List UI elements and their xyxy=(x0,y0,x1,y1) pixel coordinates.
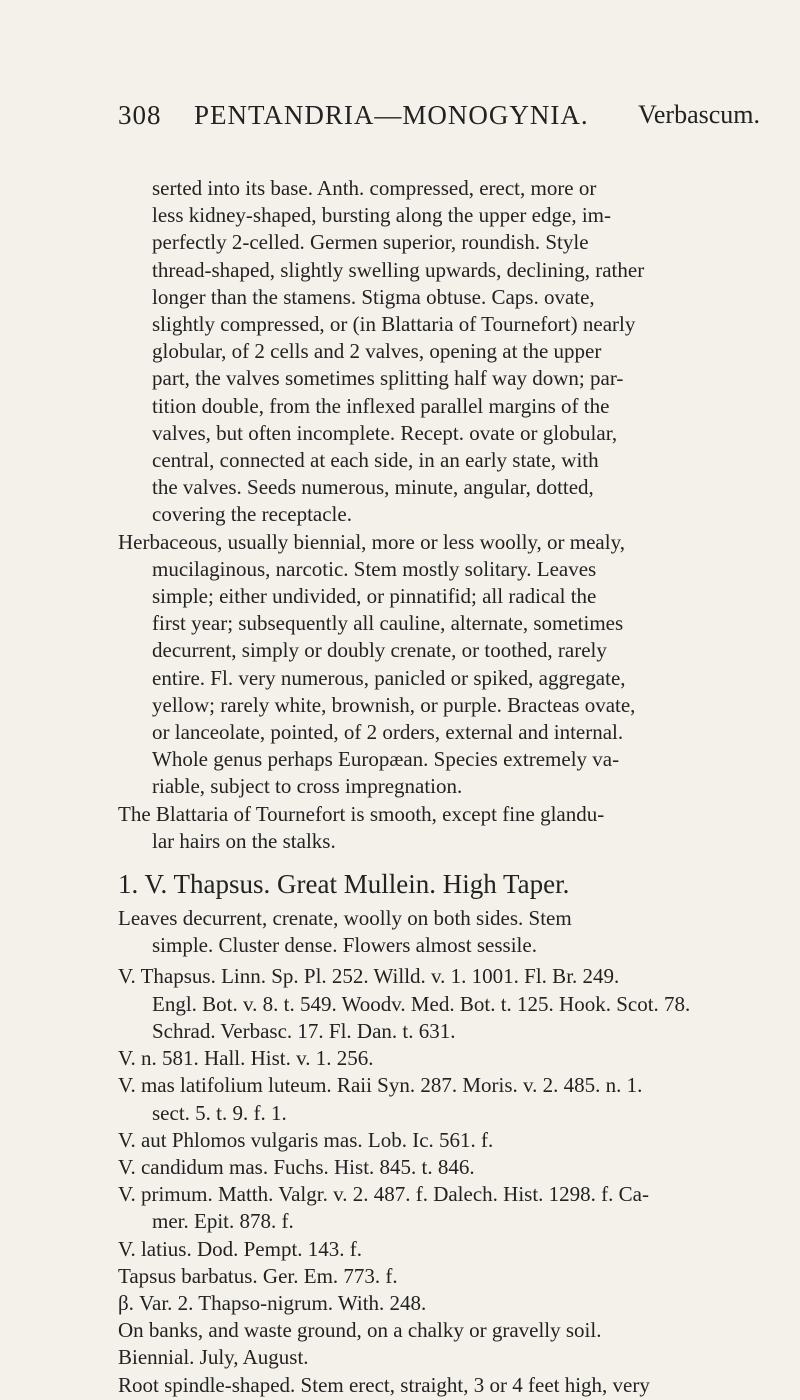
species-heading: 1. V. Thapsus. Great Mullein. High Taper. xyxy=(118,869,570,900)
text-line: globular, of 2 cells and 2 valves, opening at the upper xyxy=(152,339,602,364)
text-line: perfectly 2-celled. Germen superior, roundish. Style xyxy=(152,230,589,255)
text-line: less kidney-shaped, bursting along the upper edge, im- xyxy=(152,203,611,228)
text-line: part, the valves sometimes splitting half way down; par- xyxy=(152,366,624,391)
text-line: lar hairs on the stalks. xyxy=(152,828,336,853)
text-line: the valves. Seeds numerous, minute, angular, dotted, xyxy=(152,475,594,500)
section-title: PENTANDRIA—MONOGYNIA. xyxy=(194,100,589,130)
synonym-line: V. candidum mas. Fuchs. Hist. 845. t. 846. xyxy=(118,1154,475,1179)
page-text xyxy=(118,175,768,1399)
text-line: Root spindle-shaped. Stem erect, straight, 3 or 4 feet high, very xyxy=(118,1372,650,1397)
text-line: Biennial. July, August. xyxy=(118,1345,309,1370)
text-line: tition double, from the inflexed parallel margins of the xyxy=(152,393,610,418)
page-number: 308 xyxy=(118,100,162,130)
text-line: serted into its base. Anth. compressed, erect, more or xyxy=(152,176,597,200)
synonym-line: sect. 5. t. 9. f. 1. xyxy=(152,1100,287,1125)
text-line: central, connected at each side, in an early state, with xyxy=(152,448,599,473)
synonym-line: V. primum. Matth. Valgr. v. 2. 487. f. Dalech. Hist. 1298. f. Ca- xyxy=(118,1182,649,1207)
synonym-line: V. aut Phlomos vulgaris mas. Lob. Ic. 561. f. xyxy=(118,1127,494,1152)
text-line: simple. Cluster dense. Flowers almost sessile. xyxy=(152,933,537,958)
text-line: decurrent, simply or doubly crenate, or toothed, rarely xyxy=(152,638,607,663)
synonym-line: Schrad. Verbasc. 17. Fl. Dan. t. 631. xyxy=(152,1018,456,1043)
synonym-line: V. Thapsus. Linn. Sp. Pl. 252. Willd. v. 1. 1001. Fl. Br. 249. xyxy=(118,964,620,989)
text-line: valves, but often incomplete. Recept. ovate or globular, xyxy=(152,420,618,445)
synonym-line: V. latius. Dod. Pempt. 143. f. xyxy=(118,1236,363,1261)
synonym-line: mer. Epit. 878. f. xyxy=(152,1209,294,1234)
text-line: The Blattaria of Tournefort is smooth, except fine glandu- xyxy=(118,801,605,826)
text-line: first year; subsequently all cauline, alternate, sometimes xyxy=(152,611,624,636)
text-line: or lanceolate, pointed, of 2 orders, external and internal. xyxy=(152,720,624,745)
text-line: Leaves decurrent, crenate, woolly on both sides. Stem xyxy=(118,906,572,931)
genus-name: Verbascum. xyxy=(637,100,760,129)
synonym-line: V. mas latifolium luteum. Raii Syn. 287. Moris. v. 2. 485. n. 1. xyxy=(118,1073,643,1098)
text-line: longer than the stamens. Stigma obtuse. Caps. ovate, xyxy=(152,284,595,309)
text-line: thread-shaped, slightly swelling upwards, declining, rather xyxy=(152,257,645,282)
text-line: yellow; rarely white, brownish, or purple. Bracteas ovate, xyxy=(152,692,636,717)
text-line: slightly compressed, or (in Blattaria of Tournefort) nearly xyxy=(152,312,636,337)
synonym-line: V. n. 581. Hall. Hist. v. 1. 256. xyxy=(118,1046,374,1071)
text-line: mucilaginous, narcotic. Stem mostly solitary. Leaves xyxy=(152,556,597,581)
synonym-line: Engl. Bot. v. 8. t. 549. Woodv. Med. Bot. t. 125. Hook. Scot. 78. xyxy=(152,991,691,1016)
text-line: simple; either undivided, or pinnatifid; all radical the xyxy=(152,584,597,609)
running-header xyxy=(118,100,760,140)
synonym-line: Tapsus barbatus. Ger. Em. 773. f. xyxy=(118,1263,398,1288)
text-line: Whole genus perhaps Europæan. Species extremely va- xyxy=(152,747,620,772)
text-line: covering the receptacle. xyxy=(152,502,352,527)
text-line: entire. Fl. very numerous, panicled or spiked, aggregate, xyxy=(152,665,626,690)
text-line: Herbaceous, usually biennial, more or less woolly, or mealy, xyxy=(118,529,625,554)
text-line: On banks, and waste ground, on a chalky or gravelly soil. xyxy=(118,1318,602,1343)
synonym-line: β. Var. 2. Thapso-nigrum. With. 248. xyxy=(118,1290,427,1315)
text-line: riable, subject to cross impregnation. xyxy=(152,774,463,799)
